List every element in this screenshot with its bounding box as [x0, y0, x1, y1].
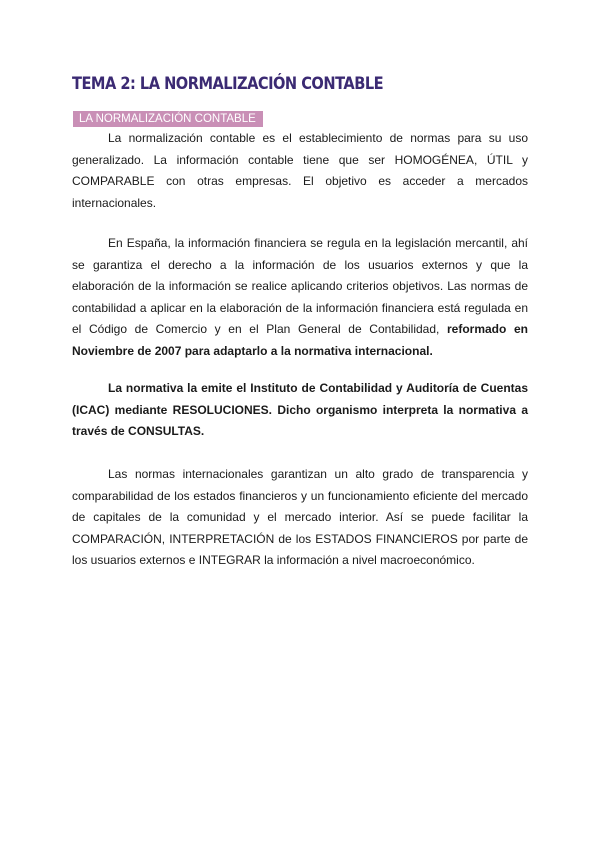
paragraph-espana-bold: reformado en Noviembre de 2007 para adaptarlo a la normativa internacional.: [72, 322, 528, 358]
paragraph-normalizacion: La normalización contable es el establecimiento de normas para su uso generalizado. La información contable tiene que ser HOMOGÉNEA, ÚTIL y COMPARABLE con otras empresas. El objetivo es acceder a mercados internacionales.: [72, 131, 528, 210]
paragraph-normas-internacionales: Las normas internacionales garantizan un alto grado de transparencia y comparabilidad de los estados financieros y un funcionamiento eficiente del mercado de capitales de la comunidad y el mercado interior. Así se puede facilitar la COMPARACIÓN, INTERPRETACIÓN de los ESTADOS FINANCIEROS por parte de los usuarios externos e INTEGRAR la información a nivel macroeconómico.: [72, 467, 528, 567]
paragraph-espana-text: En España, la información financiera se regula en la legislación mercantil, ahí se garantiza el derecho a la información de los usuarios externos y que la elaboración de la información se realice aplicando criterios objetivos. Las normas de contabilidad a aplicar en la elaboración de la información financiera está regulada en el Código de Comercio y en el Plan General de Contabilidad,: [72, 236, 528, 336]
section-label: LA NORMALIZACIÓN CONTABLE: [73, 111, 263, 127]
page-title: TEMA 2: LA NORMALIZACIÓN CONTABLE: [72, 74, 384, 94]
paragraph-espana: [72, 233, 528, 362]
paragraph-icac: La normativa la emite el Instituto de Contabilidad y Auditoría de Cuentas (ICAC) mediante RESOLUCIONES. Dicho organismo interpreta la normativa a través de CONSULTAS.: [72, 381, 528, 438]
